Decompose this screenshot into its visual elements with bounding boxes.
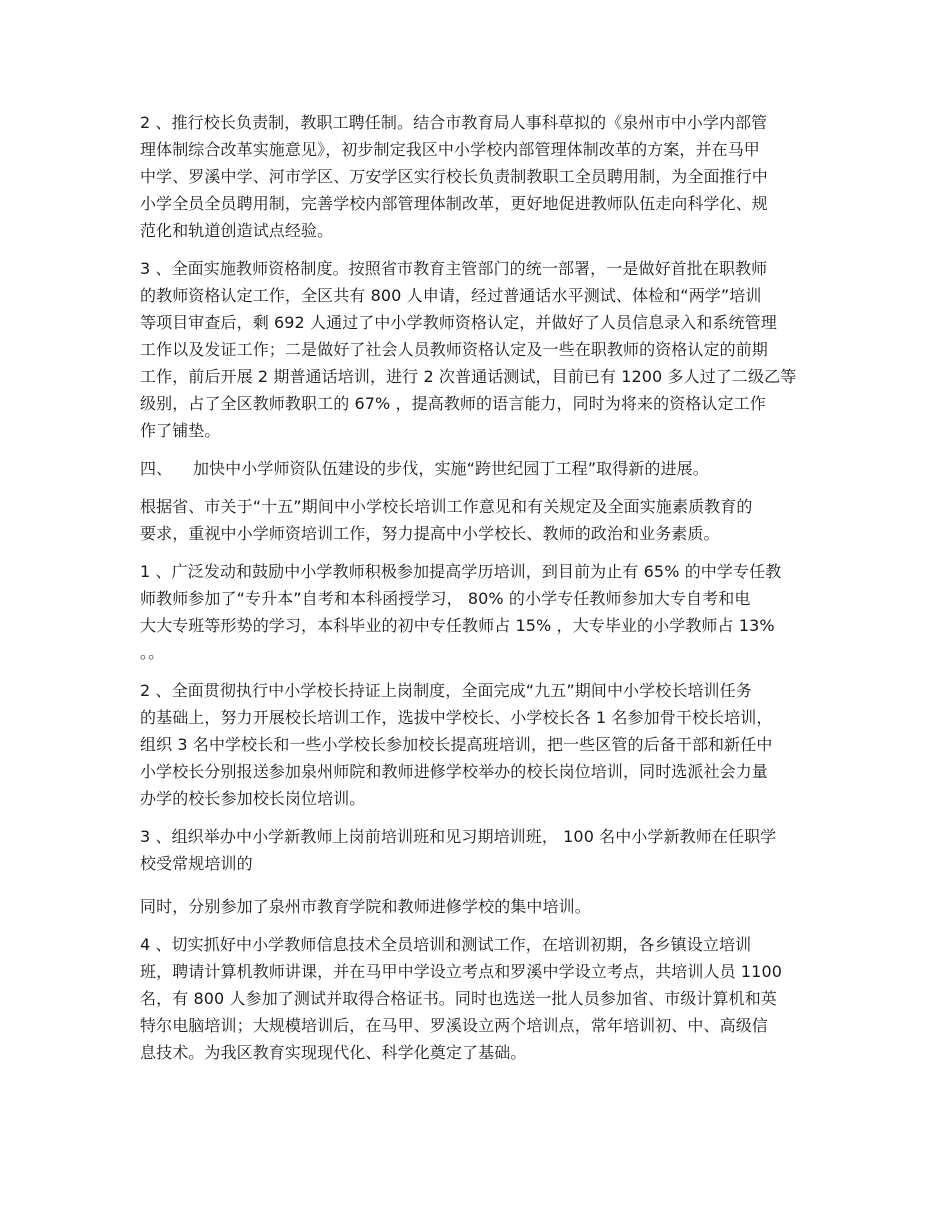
- text-line: 1 、广泛发动和鼓励中小学教师积极参加提高学历培训，到目前为止有 65% 的中学专任教: [140, 562, 782, 581]
- text-line: 特尔电脑培训；大规模培训后，在马甲、罗溪设立两个培训点，常年培训初、中、高级信: [140, 1016, 768, 1035]
- text-line: 办学的校长参加校长岗位培训。: [140, 789, 366, 808]
- text-line: 同时，分别参加了泉州市教育学院和教师进修学校的集中培训。: [140, 897, 591, 916]
- text-line: 3 、组织举办中小学新教师上岗前培训班和见习期培训班， 100 名中小学新教师在任职学: [140, 827, 777, 846]
- text-line: 等项目审查后，剩 692 人通过了中小学教师资格认定，并做好了人员信息录入和系统管理: [140, 313, 777, 332]
- text-line: 息技术。为我区教育实现现代化、科学化奠定了基础。: [140, 1043, 527, 1062]
- paragraph-training-intro: [140, 493, 812, 547]
- text-line: 大大专班等形势的学习，本科毕业的初中专任教师占 15% ，大专毕业的小学教师占 13%: [140, 616, 775, 635]
- text-line: 组织 3 名中学校长和一些小学校长参加校长提高班培训，把一些区管的后备干部和新任中: [140, 735, 773, 754]
- text-line: 范化和轨道创造试点经验。: [140, 221, 334, 240]
- text-line: 小学校长分别报送参加泉州师院和教师进修学校举办的校长岗位培训，同时选派社会力量: [140, 762, 768, 781]
- text-line: 的基础上，努力开展校长培训工作，选拔中学校长、小学校长各 1 名参加骨干校长培训，: [140, 708, 773, 727]
- paragraph-academic-training: [140, 558, 812, 666]
- text-line: 师教师参加了“专升本”自考和本科函授学习， 80% 的小学专任教师参加大专自考和电: [140, 589, 751, 608]
- document-page: [140, 109, 812, 1077]
- text-line: 根据省、市关于“十五”期间中小学校长培训工作意见和有关规定及全面实施素质教育的: [140, 497, 753, 516]
- text-line: 理体制综合改革实施意见》，初步制定我区中小学校内部管理体制改革的方案，并在马甲: [140, 140, 760, 159]
- section-heading: 四、 加快中小学师资队伍建设的步伐，实施“跨世纪园丁工程”取得新的进展。: [140, 459, 709, 478]
- text-line: 。。: [140, 643, 165, 662]
- paragraph-centralized-training: [140, 893, 812, 920]
- text-line: 作了铺垫。: [140, 421, 221, 440]
- text-line: 班，聘请计算机教师讲课，并在马甲中学设立考点和罗溪中学设立考点，共培训人员 1100: [140, 962, 783, 981]
- text-line: 工作，前后开展 2 期普通话培训，进行 2 次普通话测试，目前已有 1200 多人过了二级乙等: [140, 367, 797, 386]
- section-heading-four: [140, 455, 812, 482]
- text-line: 的教师资格认定工作，全区共有 800 人申请，经过普通话水平测试、体检和“两学”培训: [140, 286, 762, 305]
- paragraph-new-teacher-training: [140, 823, 812, 877]
- text-line: 小学全员全员聘用制，完善学校内部管理体制改革，更好地促进教师队伍走向科学化、规: [140, 194, 768, 213]
- text-line: 4 、切实抓好中小学教师信息技术全员培训和测试工作，在培训初期，各乡镇设立培训: [140, 935, 752, 954]
- paragraph-principal-responsibility: [140, 109, 812, 244]
- paragraph-teacher-qualification: [140, 255, 812, 444]
- text-line: 3 、全面实施教师资格制度。按照省市教育主管部门的统一部署，一是做好首批在职教师: [140, 259, 768, 278]
- paragraph-it-training: [140, 931, 812, 1066]
- text-line: 中学、罗溪中学、河市学区、万安学区实行校长负责制教职工全员聘用制，为全面推行中: [140, 167, 768, 186]
- text-line: 校受常规培训的: [140, 854, 253, 873]
- text-line: 2 、推行校长负责制，教职工聘任制。结合市教育局人事科草拟的《泉州市中小学内部管: [140, 113, 768, 132]
- text-line: 级别，占了全区教师教职工的 67% ，提高教师的语言能力，同时为将来的资格认定工作: [140, 394, 766, 413]
- text-line: 名，有 800 人参加了测试并取得合格证书。同时也选送一批人员参加省、市级计算机和英: [140, 989, 777, 1008]
- text-line: 2 、全面贯彻执行中小学校长持证上岗制度，全面完成“九五”期间中小学校长培训任务: [140, 681, 752, 700]
- paragraph-principal-training: [140, 677, 812, 812]
- text-line: 要求，重视中小学师资培训工作，努力提高中小学校长、教师的政治和业务素质。: [140, 524, 720, 543]
- text-line: 工作以及发证工作；二是做好了社会人员教师资格认定及一些在职教师的资格认定的前期: [140, 340, 768, 359]
